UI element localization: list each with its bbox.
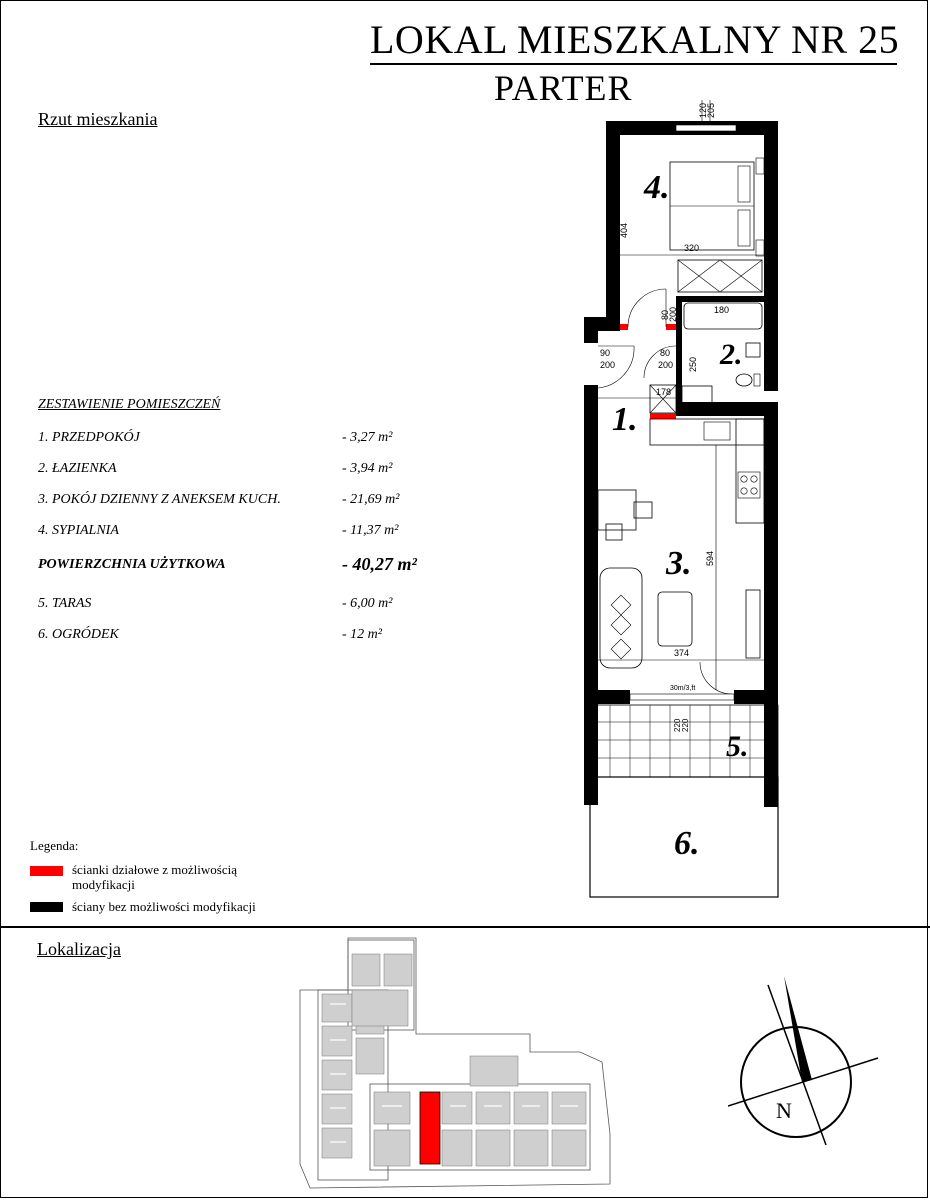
modifiable-wall — [650, 413, 676, 419]
room-area: - 6,00 m² — [342, 596, 393, 611]
compass-icon — [728, 970, 888, 1150]
dim-label: 80 — [660, 309, 670, 320]
dim-label: 178 — [656, 387, 672, 397]
legend-text-line: modyfikacji — [72, 877, 135, 892]
floor-label: PARTER — [494, 68, 633, 108]
sofa — [600, 568, 642, 668]
dim-label: 320 — [684, 243, 700, 253]
dim-label: 90 — [600, 348, 611, 358]
room-name: 5. TARAS — [38, 596, 92, 611]
room-area: - 21,69 m² — [342, 492, 400, 507]
location-section-label: Lokalizacja — [37, 939, 121, 959]
chair — [606, 524, 622, 540]
room-area: - 3,94 m² — [342, 461, 393, 476]
room-name: 1. PRZEDPOKÓJ — [38, 430, 140, 445]
dim-label: 404 — [619, 222, 629, 238]
room-number: 1. — [612, 401, 638, 438]
dim-label: 120 — [698, 102, 708, 118]
dim-label: 30m/3,ft — [670, 685, 696, 692]
dim-label: 220 — [673, 718, 682, 732]
coffee-table — [658, 592, 692, 646]
room-name: 3. POKÓJ DZIENNY Z ANEKSEM KUCH. — [38, 492, 281, 507]
site-plan — [290, 934, 620, 1196]
room-row — [38, 461, 438, 481]
room-row — [38, 627, 438, 647]
legend-text-line: ścianki działowe z możliwością — [72, 862, 237, 877]
toilet — [736, 374, 752, 386]
window — [630, 694, 734, 700]
legend-text: ściany bez możliwości modyfikacji — [72, 899, 256, 914]
wall — [764, 121, 778, 391]
wall — [764, 402, 778, 807]
modifiable-wall — [666, 324, 676, 330]
page-title: LOKAL MIESZKALNY NR 25 — [370, 17, 900, 62]
stove — [738, 472, 760, 498]
room-number: 5. — [726, 730, 749, 763]
floor-plan — [570, 100, 800, 915]
window — [676, 125, 736, 131]
terrace-tiles — [590, 705, 778, 777]
highlighted-unit — [420, 1092, 440, 1164]
room-row — [38, 596, 438, 616]
room-area: - 3,27 m² — [342, 430, 393, 445]
dim-label: 180 — [714, 305, 730, 315]
room-number: 4. — [644, 169, 670, 206]
total-area-value: - 40,27 m² — [342, 554, 417, 574]
room-number: 3. — [666, 545, 692, 582]
room-name: 6. OGRÓDEK — [38, 627, 119, 642]
rooms-table-heading: ZESTAWIENIE POMIESZCZEŃ — [38, 397, 221, 412]
wall — [584, 690, 630, 704]
wall — [584, 317, 598, 343]
dim-label: 594 — [705, 550, 715, 566]
kitchen-counter — [736, 419, 764, 523]
wall — [606, 121, 620, 331]
dim-label: 250 — [688, 356, 698, 372]
wall — [676, 402, 778, 416]
section-divider — [0, 926, 930, 928]
sink — [746, 343, 760, 357]
tv-cabinet — [746, 590, 760, 658]
dim-label: 205 — [706, 102, 716, 118]
dim-label: 200 — [658, 360, 674, 370]
room-name: 2. ŁAZIENKA — [38, 461, 117, 476]
chair — [634, 502, 652, 518]
building-units — [322, 954, 586, 1166]
dim-label: 220 — [681, 718, 690, 732]
total-area-row — [38, 554, 438, 577]
compass-letter: N — [776, 1098, 792, 1123]
dim-label: 200 — [600, 360, 616, 370]
dim-label: 80 — [660, 348, 671, 358]
legend-swatch-red — [30, 866, 63, 876]
dim-label: 200 — [668, 306, 678, 322]
wardrobe — [678, 260, 762, 292]
room-name: 4. SYPIALNIA — [38, 523, 119, 538]
room-row — [38, 492, 438, 512]
room-number: 6. — [674, 825, 700, 862]
wall — [734, 690, 778, 704]
title-underline — [370, 63, 897, 65]
legend-title: Legenda: — [30, 838, 79, 853]
room-area: - 12 m² — [342, 627, 382, 642]
wall — [676, 296, 778, 302]
kitchen-sink — [704, 422, 730, 440]
legend-swatch-black — [30, 902, 63, 912]
total-area-label: POWIERZCHNIA UŻYTKOWA — [38, 557, 226, 572]
window-dimension — [698, 100, 716, 124]
plan-section-label: Rzut mieszkania — [38, 109, 158, 129]
room-row — [38, 430, 438, 450]
room-number: 2. — [720, 338, 743, 371]
legend-text — [72, 862, 237, 892]
wall — [584, 385, 598, 805]
room-row — [38, 523, 438, 543]
room-area: - 11,37 m² — [342, 523, 399, 538]
kitchen-counter — [650, 419, 764, 445]
dim-label: 374 — [674, 648, 690, 658]
